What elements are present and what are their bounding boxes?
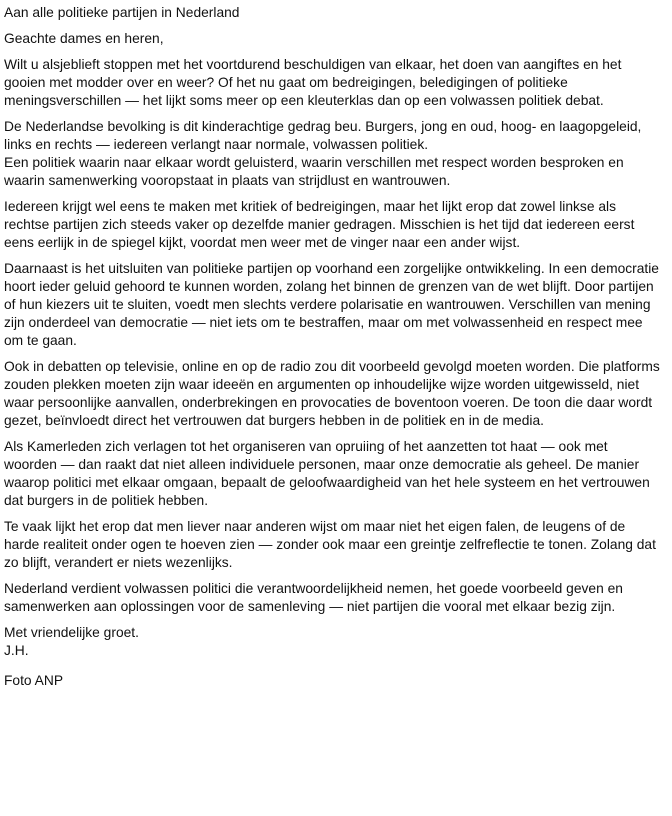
letter-paragraph-6: Als Kamerleden zich verlagen tot het organiseren van opruiing of het aanzetten tot haat — ook met woorden — dan raakt dat niet alleen individuele personen, maar onze democratie als geheel. De manier waarop politici met elkaar omgaan, bepaalt de geloofwaardigheid van het hele systeem en het vertrouwen dat burgers in de politiek hebben. — [4, 439, 650, 508]
letter-paragraph-7: Te vaak lijkt het erop dat men liever naar anderen wijst om maar niet het eigen falen, de leugens of de harde realiteit onder ogen te hoeven zien — zonder ook maar een greintje zelfreflectie te tonen. Zolang dat zo blijft, verandert er niets wezenlijks. — [4, 519, 656, 570]
letter-paragraph-1: Wilt u alsjeblieft stoppen met het voortdurend beschuldigen van elkaar, het doen van aangiftes en het gooien met modder over en weer? Of het nu gaat om bedreigingen, beledigingen of politieke meningsverschillen — het lijkt soms meer op een kleuterklas dan op een volwassen politiek debat. — [4, 57, 622, 108]
letter-salutation: Geachte dames en heren, — [4, 31, 164, 46]
letter-paragraph-5: Ook in debatten op televisie, online en op de radio zou dit voorbeeld gevolgd moeten worden. Die platforms zouden plekken moeten zijn waar ideeën en argumenten op inhoudelijke wijze worden uitgewisseld, niet waar persoonlijke aanvallen, onderbrekingen en provocaties de boventoon voeren. De toon die daar wordt gezet, beïnvloedt direct het vertrouwen dat burgers hebben in de politiek en in de media. — [4, 359, 660, 428]
letter-paragraph-4: Daarnaast is het uitsluiten van politieke partijen op voorhand een zorgelijke ontwikkeling. In een democratie hoort ieder geluid gehoord te kunnen worden, zolang het binnen de grenzen van de wet blijft. Door partijen of hun kiezers uit te sluiten, voedt men slechts verdere polarisatie en wantrouwen. Verschillen van mening zijn onderdeel van democratie — niet iets om te bestraffen, maar om met volwassenheid en respect mee om te gaan. — [4, 261, 659, 348]
letter-paragraph-8: Nederland verdient volwassen politici die verantwoordelijkheid nemen, het goede voorbeeld geven en samenwerken aan oplossingen voor de samenleving — niet partijen die vooral met elkaar bezig zijn. — [4, 581, 623, 614]
letter-addressee: Aan alle politieke partijen in Nederland — [4, 5, 240, 20]
photo-credit: Foto ANP — [4, 673, 64, 688]
letter-signature: J.H. — [4, 643, 29, 658]
letter-paragraph-3: Iedereen krijgt wel eens te maken met kritiek of bedreigingen, maar het lijkt erop dat zowel linkse als rechtse partijen zich steeds vaker op dezelfde manier gedragen. Misschien is het tijd dat iedereen eerst eens eerlijk in de spiegel kijkt, voordat men weer met de vinger naar een ander wijst. — [4, 199, 635, 250]
letter-closing: Met vriendelijke groet. — [4, 625, 139, 640]
letter-paragraph-2: De Nederlandse bevolking is dit kinderachtige gedrag beu. Burgers, jong en oud, hoog- en laagopgeleid, links en rechts — iedereen verlangt naar normale, volwassen politiek. Een politiek waarin naar elkaar wordt geluisterd, waarin verschillen met respect worden besproken en waarin samenwerking vooropstaat in plaats van strijdlust en wantrouwen. — [4, 119, 642, 188]
